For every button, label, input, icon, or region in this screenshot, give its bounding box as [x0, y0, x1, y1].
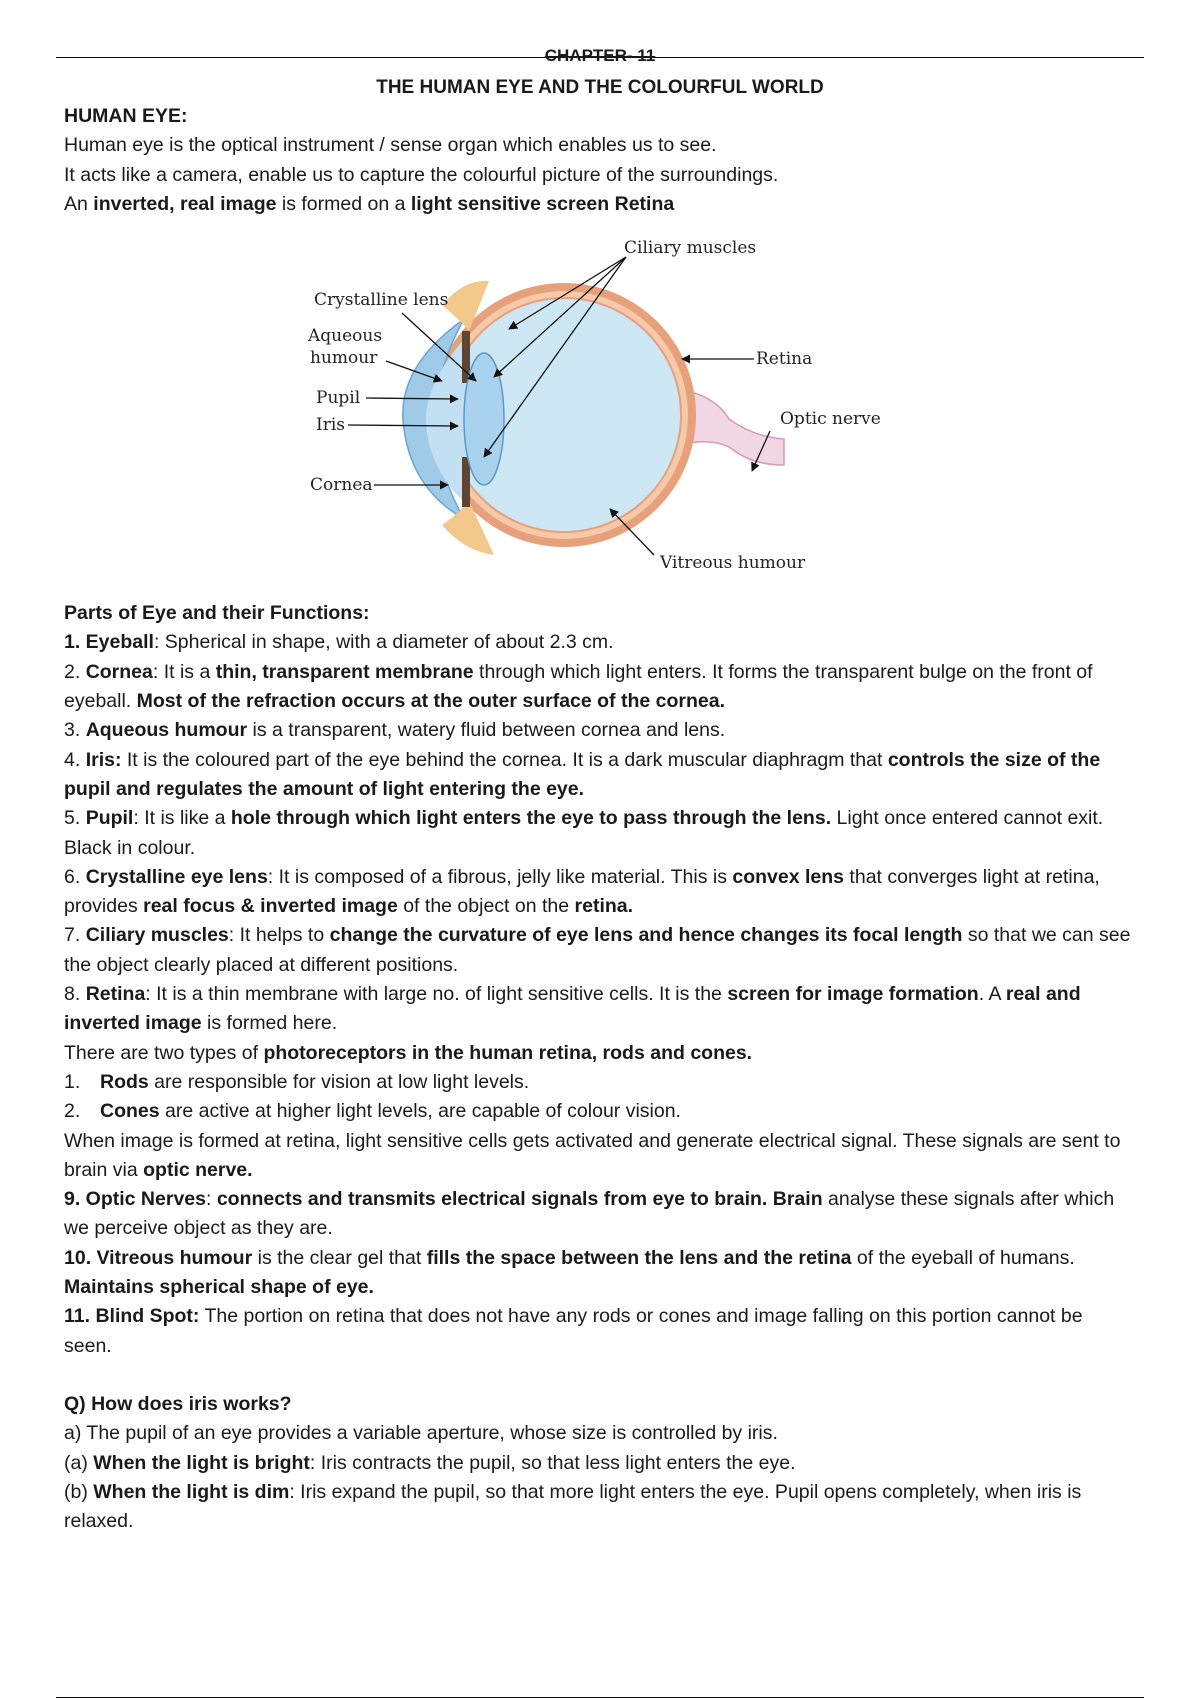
cornea-label: Cornea [310, 475, 373, 496]
paragraph [64, 628, 1134, 657]
text-run: There are two types of [64, 1041, 264, 1064]
bold-text: Cornea [85, 660, 153, 683]
text-run: is formed here. [201, 1012, 338, 1035]
paragraph [64, 1419, 1134, 1448]
paragraph [64, 658, 1134, 717]
vitreous-humour-label: Vitreous humour [660, 553, 806, 574]
bold-text: real focus & inverted image [143, 895, 398, 918]
text-run: so that we can see the object clearly placed at different positions. [64, 924, 1131, 976]
bold-text: 9. Optic Nerves [64, 1188, 206, 1211]
optic-nerve-label: Optic nerve [780, 409, 881, 430]
list-item [64, 1097, 1134, 1126]
text-run: is formed on a [276, 192, 411, 215]
human-eye-heading: HUMAN EYE: [64, 105, 188, 127]
text-run: : It is like a [133, 807, 231, 830]
bold-text: When the light is bright [93, 1451, 310, 1474]
text-run: An [64, 192, 94, 215]
text-run: 6. [64, 865, 86, 888]
bold-text: 10. Vitreous humour [64, 1246, 253, 1269]
text-run: analyse these signals after which we perceive object as they are. [64, 1188, 1115, 1240]
text-run: : It is a thin membrane with large no. of light sensitive cells. It is the [145, 983, 728, 1006]
paragraph [64, 1244, 1134, 1303]
text-run: : Spherical in shape, with a diameter of about 2.3 cm. [153, 631, 614, 654]
bold-text: 11. Blind Spot: [64, 1305, 200, 1328]
text-run: 3. [64, 719, 86, 742]
bold-text: photoreceptors in the human retina, rods and cones. [263, 1041, 753, 1064]
bold-text: real and inverted image [64, 983, 1081, 1035]
text-run: of the eyeball of humans. [851, 1246, 1075, 1269]
bold-text: change the curvature of eye lens and hence changes its focal length [329, 924, 963, 947]
text-run: is the clear gel that [252, 1246, 427, 1269]
text-run: are responsible for vision at low light levels. [148, 1070, 530, 1093]
text-run: 2. [64, 660, 86, 683]
photoreceptor-sublist [64, 1068, 1134, 1127]
list-item [64, 1068, 1134, 1097]
paragraph [64, 863, 1134, 922]
bold-text: Most of the refraction occurs at the outer surface of the cornea. [136, 690, 726, 713]
text-run: 8. [64, 983, 86, 1006]
parts-list-continued [64, 1127, 1134, 1361]
text-run: (b) [64, 1480, 94, 1503]
bold-text: Pupil [85, 807, 134, 830]
bold-text: When the light is dim [93, 1480, 290, 1503]
paragraph [64, 1039, 1134, 1068]
bold-text: convex lens [732, 865, 845, 888]
bold-text: hole through which light enters the eye to pass through the lens. [230, 807, 832, 830]
bold-text: Ciliary muscles [85, 924, 229, 947]
page-title: THE HUMAN EYE AND THE COLOURFUL WORLD [376, 77, 824, 98]
pupil-label: Pupil [316, 388, 361, 409]
humour-label: humour [310, 348, 378, 369]
paragraph [64, 980, 1134, 1039]
bold-text: Cones [100, 1100, 160, 1123]
intro-line-1: Human eye is the optical instrument / sense organ which enables us to see. [64, 134, 717, 157]
intro-line-2: It acts like a camera, enable us to capture the colourful picture of the surroundings. [64, 163, 779, 186]
bold-text: fills the space between the lens and the retina [426, 1246, 852, 1269]
paragraph [64, 1127, 1134, 1186]
text-run: (a) [64, 1451, 94, 1474]
text-run: : It helps to [228, 924, 330, 947]
text-run: . A [978, 983, 1006, 1006]
bold-text: Retina [85, 983, 146, 1006]
retina-label: Retina [756, 349, 813, 370]
section-spacer [64, 1361, 1134, 1390]
text-run: : Iris contracts the pupil, so that less light enters the eye. [309, 1451, 796, 1474]
bold-text: connects and transmits electrical signals from eye to brain. Brain [216, 1188, 823, 1211]
text-run: It is the coloured part of the eye behind the cornea. It is a dark muscular diaphragm that [121, 748, 888, 771]
chapter-label: CHAPTER- 11 [544, 46, 656, 65]
bold-text: Maintains spherical shape of eye. [64, 1276, 374, 1299]
paragraph [64, 746, 1134, 805]
text-run: : It is composed of a fibrous, jelly like material. This is [267, 865, 733, 888]
text-run: 5. [64, 807, 86, 830]
bold-text: 1. Eyeball [64, 631, 154, 654]
paragraph [64, 716, 1134, 745]
bold-text: controls the size of the pupil and regulates the amount of light entering the eye. [64, 748, 1101, 800]
text-run: When image is formed at retina, light sensitive cells gets activated and generate electrical signal. These signals are sent to brain via [64, 1129, 1121, 1181]
bold-text: screen for image formation [727, 983, 979, 1006]
ciliary-muscles-label: Ciliary muscles [624, 238, 757, 259]
paragraph [64, 1185, 1134, 1244]
text-run: Light once entered cannot exit. Black in colour. [64, 807, 1104, 859]
eye-diagram-svg [64, 219, 1134, 599]
document-body [64, 102, 1134, 1536]
bold-text: Aqueous humour [85, 719, 248, 742]
parts-list [64, 628, 1134, 1067]
text-run: are active at higher light levels, are capable of colour vision. [159, 1100, 681, 1123]
text-run: : It is a [152, 660, 216, 683]
bottom-rule [56, 1697, 1144, 1698]
aqueous-label: Aqueous [308, 326, 383, 347]
text-run: : [205, 1188, 217, 1211]
text-run: 7. [64, 924, 86, 947]
paragraph [64, 1449, 1134, 1478]
crystalline-lens-label: Crystalline lens [314, 290, 449, 311]
bold-text: optic nerve. [143, 1158, 253, 1181]
eye-diagram [64, 219, 1134, 599]
paragraph [64, 921, 1134, 980]
bold-text: Crystalline eye lens [85, 865, 268, 888]
bold-text: thin, transparent membrane [215, 660, 474, 683]
iris-label: Iris [316, 415, 346, 436]
text-run: 4. [64, 748, 86, 771]
parts-heading: Parts of Eye and their Functions: [64, 602, 370, 625]
text-run: is a transparent, watery fluid between cornea and lens. [247, 719, 726, 742]
list-number: 2. [64, 1100, 81, 1123]
list-number: 1. [64, 1070, 81, 1093]
paragraph [64, 1302, 1134, 1361]
bold-text: Rods [100, 1070, 149, 1093]
bold-text: inverted, real image [93, 192, 277, 215]
text-run: that converges light at retina, provides [64, 865, 1100, 918]
paragraph [64, 804, 1134, 863]
text-run: The portion on retina that does not have any rods or cones and image falling on this portion cannot be seen. [64, 1305, 1083, 1357]
text-run: of the object on the [397, 895, 575, 918]
text-run: through which light enters. It forms the transparent bulge on the front of eyeball. [64, 660, 1093, 713]
bold-text: light sensitive screen Retina [410, 192, 675, 215]
bold-text: Iris: [85, 748, 122, 771]
question-answers [64, 1419, 1134, 1536]
text-run: a) The pupil of an eye provides a variable aperture, whose size is controlled by iris. [64, 1422, 778, 1445]
bold-text: retina. [574, 895, 634, 918]
question-heading: Q) How does iris works? [64, 1392, 292, 1415]
text-run: : Iris expand the pupil, so that more light enters the eye. Pupil opens completely, when iris is relaxed. [64, 1480, 1082, 1533]
paragraph [64, 1478, 1134, 1537]
intro-line-3 [64, 190, 1134, 219]
